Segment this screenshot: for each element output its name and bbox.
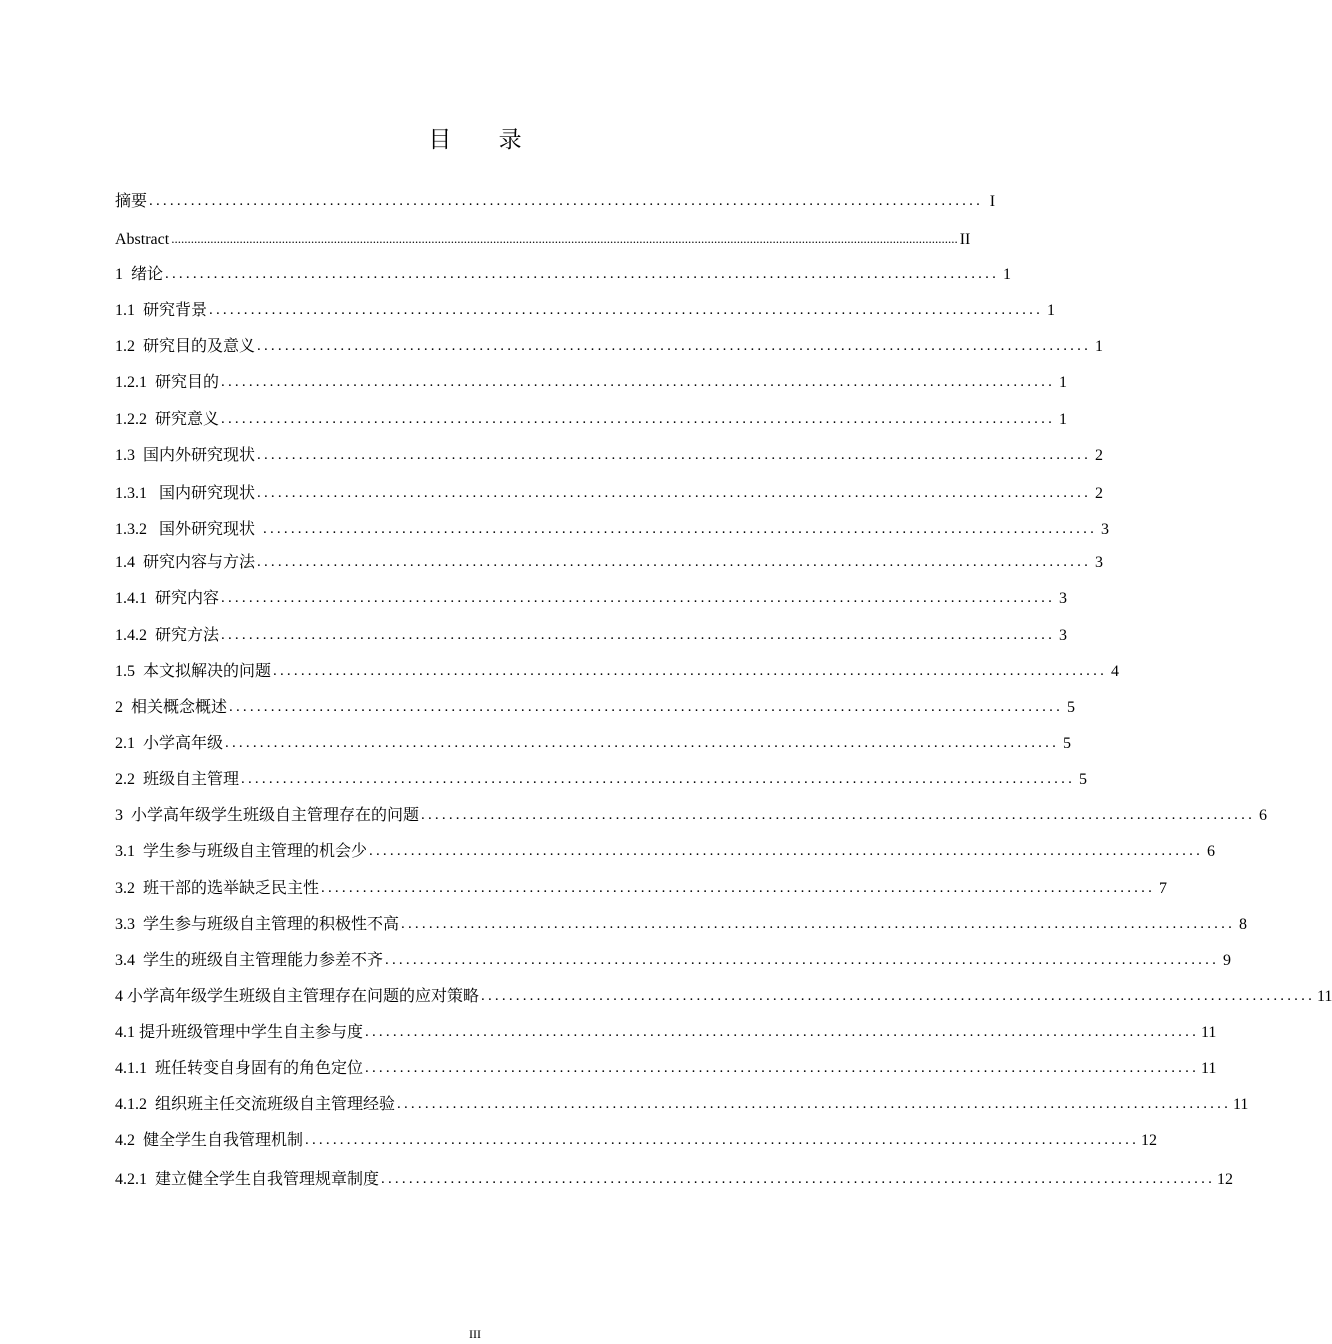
toc-entry-page: 1: [1003, 266, 1012, 283]
toc-entry-page: 4: [1111, 663, 1120, 680]
toc-entry-label: 1.5 本文拟解决的问题: [115, 663, 272, 680]
toc-entry-page: 3: [1059, 590, 1068, 607]
dot-leader: ........................................................................................................................: [381, 1171, 1216, 1187]
dot-leader: ........................................................................................................................: [257, 485, 1092, 501]
dot-leader: ........................................................................................................................: [481, 988, 1316, 1004]
toc-entry-page: 5: [1067, 699, 1076, 716]
toc-entry-label: 2.1 小学高年级: [115, 735, 224, 752]
dot-leader: ........................................................................................................................: [221, 411, 1056, 427]
toc-entry-label: 1.3 国内外研究现状: [115, 447, 256, 464]
dot-leader: ........................................................................................................................: [165, 266, 1000, 282]
dot-leader: ........................................................................................................................: [221, 590, 1056, 606]
toc-entry[interactable]: [115, 1057, 1217, 1081]
toc-entry[interactable]: [115, 732, 1072, 756]
toc-entry[interactable]: [115, 551, 1104, 575]
toc-entry[interactable]: [115, 444, 1104, 468]
toc-entry-label: 3 小学高年级学生班级自主管理存在的问题: [115, 807, 420, 824]
toc-entry-label: 4.2.1 建立健全学生自我管理规章制度: [115, 1171, 380, 1188]
toc-entry-page: I: [989, 193, 996, 210]
toc-entry[interactable]: [115, 1093, 1249, 1117]
toc-entry[interactable]: [115, 1021, 1217, 1045]
toc-entry-label: 3.2 班干部的选举缺乏民主性: [115, 880, 320, 897]
toc-entry-page: 2: [1095, 447, 1104, 464]
toc-entry-label: 1.3.2 国外研究现状: [115, 521, 256, 538]
dot-leader: ........................................................................................................................: [369, 843, 1204, 859]
dot-leader: ........................................................................................................................: [365, 1024, 1200, 1040]
toc-entry-page: 8: [1239, 916, 1248, 933]
toc-entry-label: 3.3 学生参与班级自主管理的积极性不高: [115, 916, 400, 933]
toc-entry[interactable]: [115, 804, 1268, 828]
toc-entry[interactable]: [115, 696, 1076, 720]
toc-entry[interactable]: [115, 985, 1332, 1009]
toc-entry[interactable]: [115, 587, 1068, 611]
toc-entry[interactable]: [115, 228, 971, 252]
toc-entry[interactable]: [115, 877, 1168, 901]
toc-entry-label: 1.1 研究背景: [115, 302, 208, 319]
toc-entry-label: 1 绪论: [115, 266, 164, 283]
dot-leader: ........................................................................................................................: [229, 699, 1064, 715]
toc-entry[interactable]: [115, 1168, 1234, 1192]
toc-entry[interactable]: [115, 263, 1012, 287]
toc-entry[interactable]: [115, 949, 1232, 973]
toc-entry-page: 2: [1095, 485, 1104, 502]
toc-entry-label: 1.2 研究目的及意义: [115, 338, 256, 355]
dot-leader: ........................................................................................................................: [257, 338, 1092, 354]
dot-leader: ........................................................................................................................: [321, 880, 1156, 896]
toc-entry[interactable]: [115, 190, 996, 214]
toc-entry-label: 1.4 研究内容与方法: [115, 554, 256, 571]
toc-entry-label: 3.4 学生的班级自主管理能力参差不齐: [115, 952, 384, 969]
toc-entry-page: 11: [1233, 1096, 1249, 1113]
toc-entry-label: 4.2 健全学生自我管理机制: [115, 1132, 304, 1149]
toc-entry[interactable]: [115, 768, 1088, 792]
toc-entry-page: 6: [1259, 807, 1268, 824]
dot-leader: ........................................................................................................................: [397, 1096, 1232, 1112]
toc-entry-label: 1.2.2 研究意义: [115, 411, 220, 428]
toc-entry-page: 3: [1095, 554, 1104, 571]
toc-entry-page: 12: [1141, 1132, 1158, 1149]
toc-entry-label: 4.1.2 组织班主任交流班级自主管理经验: [115, 1096, 396, 1113]
toc-entry-page: II: [959, 231, 971, 248]
toc-entry-page: 1: [1059, 411, 1068, 428]
toc-entry[interactable]: [115, 371, 1068, 395]
toc-entry-label: 2 相关概念概述: [115, 699, 228, 716]
toc-entry-label: 1.3.1 国内研究现状: [115, 485, 256, 502]
dot-leader: ........................................................................................................................: [273, 663, 1108, 679]
dot-leader: ........................................................................................................................: [401, 916, 1236, 932]
toc-entry[interactable]: [115, 518, 1110, 542]
toc-entry[interactable]: [115, 408, 1068, 432]
dot-leader: ........................................................................................................................: [241, 771, 1076, 787]
toc-entry-page: 1: [1095, 338, 1104, 355]
dot-leader: ........................................................................................................................: [221, 627, 1056, 643]
dot-leader: ........................................................................................................................: [257, 554, 1092, 570]
toc-entry-page: 3: [1101, 521, 1110, 538]
toc-entry-label: 1.4.1 研究内容: [115, 590, 220, 607]
toc-entry[interactable]: [115, 335, 1104, 359]
toc-entry-page: 11: [1201, 1024, 1217, 1041]
toc-entry-page: 9: [1223, 952, 1232, 969]
toc-entry-label: Abstract: [115, 231, 170, 248]
dot-leader: ........................................................................................................................: [209, 302, 1044, 318]
toc-entry[interactable]: [115, 840, 1216, 864]
toc-entry-label: 1.4.2 研究方法: [115, 627, 220, 644]
toc-entry-label: 摘要: [115, 193, 148, 210]
dot-leader: ........................................................................................................................: [305, 1132, 1140, 1148]
toc-entry[interactable]: [115, 482, 1104, 506]
dot-leader: ........................................................................................................................: [149, 193, 984, 209]
toc-entry-label: 2.2 班级自主管理: [115, 771, 240, 788]
toc-entry[interactable]: [115, 660, 1120, 684]
toc-entry-page: 3: [1059, 627, 1068, 644]
toc-entry-page: 5: [1063, 735, 1072, 752]
dot-leader: ........................................................................................................................: [365, 1060, 1200, 1076]
toc-entry-page: 12: [1217, 1171, 1234, 1188]
toc-entry-label: 4.1 提升班级管理中学生自主参与度: [115, 1024, 364, 1041]
dot-leader: ........................................................................................................................: [225, 735, 1060, 751]
toc-entry-page: 1: [1047, 302, 1056, 319]
toc-entry-label: 4.1.1 班任转变自身固有的角色定位: [115, 1060, 364, 1077]
toc-entry-page: 1: [1059, 374, 1068, 391]
dot-leader: ........................................................................................................................: [257, 447, 1092, 463]
page-number-footer: III: [469, 1327, 481, 1341]
toc-entry[interactable]: [115, 1129, 1158, 1153]
toc-entry-page: 11: [1201, 1060, 1217, 1077]
toc-entry-label: 4 小学高年级学生班级自主管理存在问题的应对策略: [115, 988, 480, 1005]
dot-leader: ........................................................................................................................: [263, 521, 1098, 537]
page-title: 目 录: [428, 127, 542, 153]
toc-entry[interactable]: [115, 624, 1068, 648]
dot-leader: ........................................................................................................................: [385, 952, 1220, 968]
dot-leader: ........................................................................................................................: [221, 374, 1056, 390]
toc-entry[interactable]: [115, 299, 1056, 323]
dot-leader: ..................................................................................................................................................................................................................................................: [171, 231, 958, 246]
toc-entry-page: 7: [1159, 880, 1168, 897]
toc-entry[interactable]: [115, 913, 1248, 937]
toc-entry-page: 6: [1207, 843, 1216, 860]
toc-entry-label: 3.1 学生参与班级自主管理的机会少: [115, 843, 368, 860]
toc-entry-page: 11: [1317, 988, 1332, 1005]
toc-entry-page: 5: [1079, 771, 1088, 788]
dot-leader: ........................................................................................................................: [421, 807, 1256, 823]
toc-entry-label: 1.2.1 研究目的: [115, 374, 220, 391]
